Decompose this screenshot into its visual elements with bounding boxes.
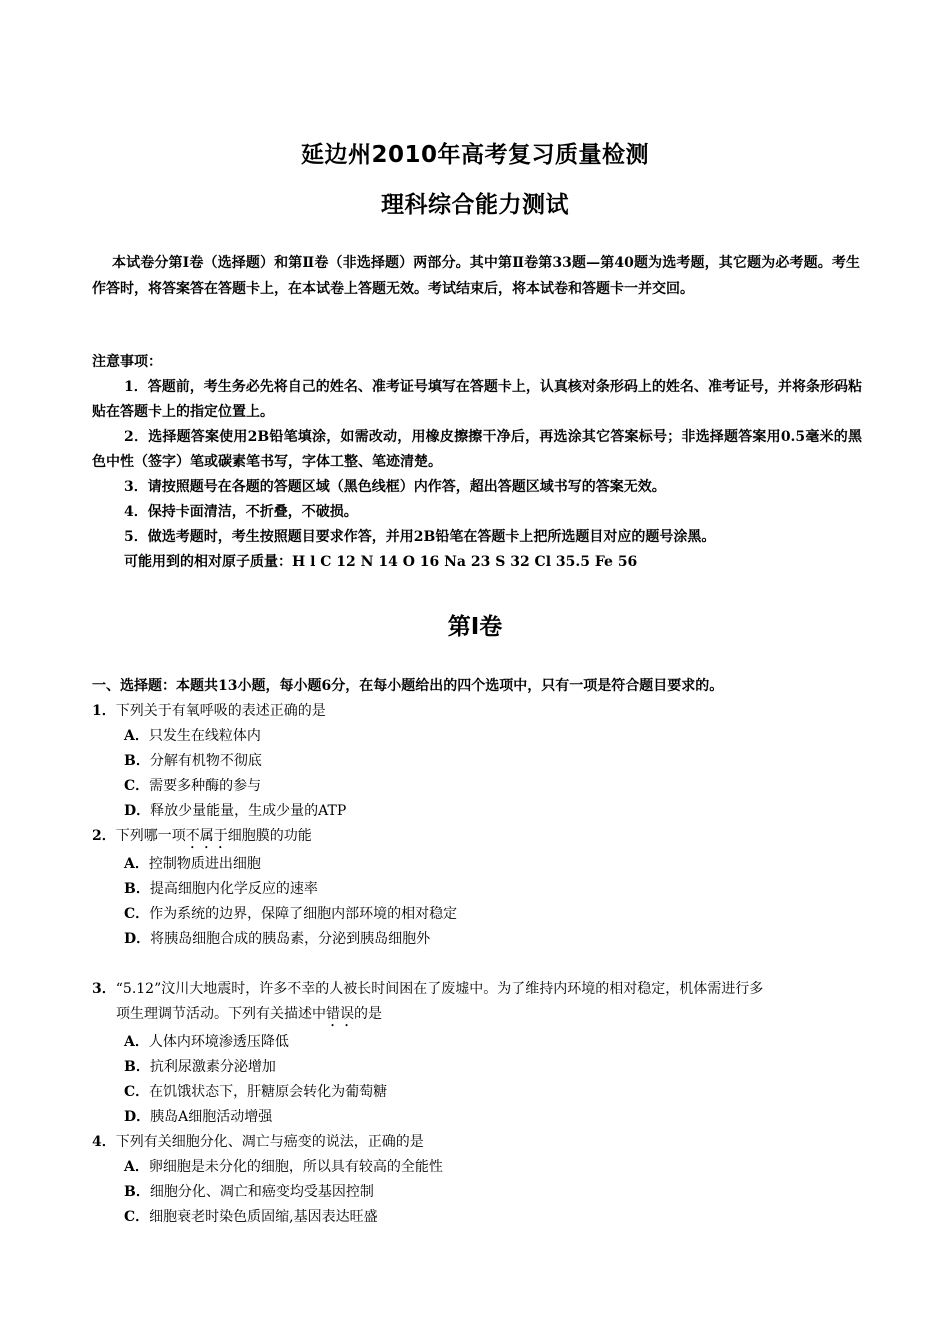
question-2 — [92, 824, 872, 952]
option-label: B． — [124, 881, 150, 897]
option-text: 提高细胞内化学反应的速率 — [149, 881, 318, 897]
option-text: 在饥饿状态下，肝糖原会转化为葡萄糖 — [149, 1084, 388, 1100]
option — [92, 852, 872, 877]
option-label: D． — [124, 931, 151, 947]
atomic-masses: 可能用到的相对原子质量：H l C 12 N 14 O 16 Na 23 S 32 Cl 35.5 Fe 56 — [124, 554, 638, 570]
exam-subtitle: 理科综合能力测试 — [381, 192, 569, 218]
option — [92, 724, 872, 749]
section-title: 第Ⅰ卷 — [447, 614, 503, 640]
intro-paragraph: 本试卷分第Ⅰ卷（选择题）和第Ⅱ卷（非选择题）两部分。其中第Ⅱ卷第33题—第40题为选考题，其它题为必考题。考生作答时，将答案答在答题卡上，在本试卷上答题无效。考试结束后，将本试卷和答题卡一并交回。 — [92, 255, 860, 297]
option-label: D． — [124, 1109, 151, 1125]
question-number: 4． — [92, 1134, 116, 1150]
note-item: 1．答题前，考生务必先将自己的姓名、准考证号填写在答题卡上，认真核对条形码上的姓名、准考证号，并将条形码粘贴在答题卡上的指定位置上。 — [92, 379, 862, 420]
emphasized-text: 错误 — [326, 1006, 354, 1022]
option-text: 细胞衰老时染色质固缩,基因表达旺盛 — [149, 1209, 378, 1225]
option — [92, 1205, 872, 1230]
option-text: 需要多种酶的参与 — [149, 778, 262, 794]
stem-text: 细胞膜的功能 — [227, 828, 312, 844]
option — [92, 1080, 872, 1105]
questions-section — [92, 674, 872, 1230]
stem-text: 的是 — [354, 1006, 382, 1022]
option-text: 释放少量能量，生成少量的ATP — [150, 803, 347, 819]
exam-title: 延边州2010年高考复习质量检测 — [300, 142, 649, 168]
question-number: 3． — [92, 981, 116, 997]
question-stem — [92, 977, 766, 1030]
question-stem — [92, 824, 872, 852]
option-text: 胰岛A细胞活动增强 — [150, 1109, 273, 1125]
option — [92, 799, 872, 824]
note-item: 4．保持卡面清洁，不折叠，不破损。 — [124, 504, 358, 520]
stem-text: “5.12”汶川大地震时，许多不幸的人被长时间困在了废墟中。为了维持内环境的相对稳定，机体需进行多项生理调节活动。下列有关描述中 — [115, 981, 764, 1022]
option — [92, 927, 872, 952]
notes-heading: 注意事项： — [92, 354, 162, 370]
note-item: 5．做选考题时，考生按照题目要求作答，并用2B铅笔在答题卡上把所选题目对应的题号涂黑。 — [124, 529, 716, 545]
option-label: B． — [124, 753, 150, 769]
question-1 — [92, 699, 872, 824]
stem-text: 下列关于有氧呼吸的表述正确的是 — [115, 703, 326, 719]
option — [92, 1105, 872, 1130]
option — [92, 1180, 872, 1205]
question-4 — [92, 1130, 872, 1230]
option-label: B． — [124, 1184, 150, 1200]
stem-text: 下列有关细胞分化、凋亡与癌变的说法，正确的是 — [115, 1134, 424, 1150]
option-text: 将胰岛细胞合成的胰岛素，分泌到胰岛细胞外 — [150, 931, 431, 947]
option — [92, 877, 872, 902]
option-label: A． — [124, 728, 149, 744]
question-stem — [92, 1130, 872, 1155]
part-heading: 一、选择题：本题共13小题，每小题6分，在每小题给出的四个选项中，只有一项是符合题目要求的。 — [92, 678, 724, 694]
option-text: 作为系统的边界，保障了细胞内部环境的相对稳定 — [149, 906, 458, 922]
emphasized-text: 不属于 — [185, 828, 228, 844]
option-text: 抗利尿激素分泌增加 — [149, 1059, 276, 1075]
option — [92, 1030, 872, 1055]
option-label: B． — [124, 1059, 150, 1075]
option — [92, 1055, 872, 1080]
option — [92, 749, 872, 774]
option — [92, 774, 872, 799]
option-text: 控制物质进出细胞 — [148, 856, 261, 872]
stem-text: 下列哪一项 — [115, 828, 186, 844]
question-3 — [92, 977, 872, 1130]
option-label: C． — [124, 906, 150, 922]
note-item: 2．选择题答案使用2B铅笔填涂，如需改动，用橡皮擦擦干净后，再选涂其它答案标号；非选择题答案用0.5毫米的黑色中性（签字）笔或碳素笔书写，字体工整、笔迹清楚。 — [92, 429, 862, 470]
option-label: A． — [124, 1159, 149, 1175]
option — [92, 1155, 872, 1180]
option-label: C． — [124, 1084, 150, 1100]
option-label: C． — [124, 1209, 150, 1225]
note-item: 3．请按照题号在各题的答题区域（黑色线框）内作答，超出答题区域书写的答案无效。 — [124, 479, 666, 495]
notes-section — [92, 350, 862, 575]
option-text: 人体内环境渗透压降低 — [148, 1034, 289, 1050]
option — [92, 902, 872, 927]
question-stem — [92, 699, 872, 724]
option-label: A． — [124, 1034, 149, 1050]
option-text: 只发生在线粒体内 — [148, 728, 261, 744]
question-number: 1． — [92, 703, 116, 719]
option-text: 分解有机物不彻底 — [149, 753, 262, 769]
option-text: 细胞分化、凋亡和癌变均受基因控制 — [149, 1184, 374, 1200]
option-text: 卵细胞是未分化的细胞，所以具有较高的全能性 — [148, 1159, 443, 1175]
option-label: C． — [124, 778, 150, 794]
spacer — [92, 952, 872, 977]
option-label: A． — [124, 856, 149, 872]
option-label: D． — [124, 803, 151, 819]
question-number: 2． — [92, 828, 116, 844]
